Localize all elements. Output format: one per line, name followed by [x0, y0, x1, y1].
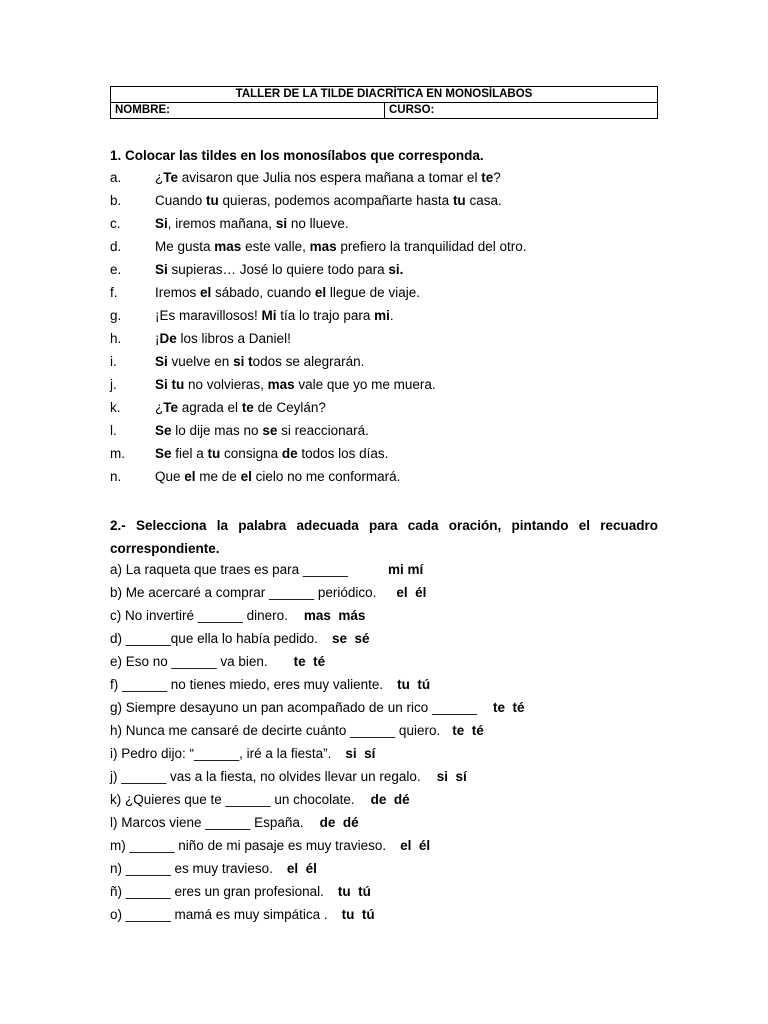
- item-sentence: ¡Es maravillosos! Mi tía lo trajo para mi.: [155, 308, 394, 323]
- exercise2-item: [110, 790, 658, 810]
- exercise2-item: [110, 560, 658, 580]
- item-sentence: ¿Te avisaron que Julia nos espera mañana a tomar el te?: [155, 170, 501, 185]
- item-label: a.: [110, 170, 122, 185]
- item-sentence: Si supieras… José lo quiere todo para si.: [155, 262, 404, 277]
- item-sentence: a) La raqueta que traes es para ______: [110, 562, 348, 577]
- exercise1-item: [110, 283, 658, 303]
- item-sentence: b) Me acercaré a comprar ______ periódico.: [110, 585, 377, 600]
- answer-options[interactable]: el él: [286, 861, 317, 876]
- exercise1-item: [110, 191, 658, 211]
- exercise1-item: [110, 421, 658, 441]
- item-sentence: f) ______ no tienes miedo, eres muy valiente.: [110, 677, 384, 692]
- answer-options[interactable]: tu tú: [397, 677, 431, 692]
- exercise2-item: [110, 652, 658, 672]
- item-sentence: g) Siempre desayuno un pan acompañado de un rico ______: [110, 700, 478, 715]
- item-label: d.: [110, 239, 122, 254]
- exercise1-item: [110, 329, 658, 349]
- item-sentence: Si, iremos mañana, si no llueve.: [155, 216, 349, 231]
- answer-options[interactable]: mi mí: [387, 562, 424, 577]
- name-field: NOMBRE:: [111, 103, 385, 119]
- answer-options[interactable]: te té: [493, 700, 525, 715]
- exercise1-item: [110, 237, 658, 257]
- item-label: g.: [110, 308, 122, 323]
- exercise2-item: [110, 606, 658, 626]
- item-sentence: Si vuelve en si todos se alegrarán.: [155, 354, 365, 369]
- exercise2-item: [110, 698, 658, 718]
- item-label: e.: [110, 262, 122, 277]
- item-sentence: n) ______ es muy travieso.: [110, 861, 273, 876]
- item-label: c.: [110, 216, 121, 231]
- answer-options[interactable]: si sí: [436, 769, 467, 784]
- item-sentence: m) ______ niño de mi pasaje es muy travieso.: [110, 838, 387, 853]
- item-label: b.: [110, 193, 122, 208]
- exercise2-item: [110, 721, 658, 741]
- exercise2-item: [110, 767, 658, 787]
- header-table: [110, 86, 658, 119]
- exercise2-item: [110, 583, 658, 603]
- exercise2-item: [110, 882, 658, 902]
- answer-options[interactable]: de dé: [319, 815, 359, 830]
- exercise1-item: [110, 352, 658, 372]
- exercise1-item: [110, 398, 658, 418]
- item-label: l.: [110, 423, 117, 438]
- exercise2-item: [110, 836, 658, 856]
- item-sentence: ¡De los libros a Daniel!: [155, 331, 291, 346]
- answer-options[interactable]: tu tú: [337, 884, 371, 899]
- item-sentence: d) ______que ella lo había pedido.: [110, 631, 318, 646]
- item-sentence: Si tu no volvieras, mas vale que yo me muera.: [155, 377, 436, 392]
- exercise2-item: [110, 744, 658, 764]
- item-sentence: l) Marcos viene ______ España.: [110, 815, 304, 830]
- section2-title-line2: correspondiente.: [110, 541, 220, 556]
- exercise1-item: [110, 306, 658, 326]
- answer-options[interactable]: te té: [293, 654, 326, 669]
- item-label: j.: [110, 377, 117, 392]
- section2-title-line1: 2.- Selecciona la palabra adecuada para cada oración, pintando el recuadro: [110, 518, 658, 533]
- exercise1-item: [110, 375, 658, 395]
- item-sentence: k) ¿Quieres que te ______ un chocolate.: [110, 792, 355, 807]
- item-sentence: h) Nunca me cansaré de decirte cuánto ______ quiero.: [110, 723, 441, 738]
- answer-options[interactable]: se sé: [331, 631, 370, 646]
- item-sentence: Que el me de el cielo no me conformará.: [155, 469, 401, 484]
- answer-options[interactable]: mas más: [303, 608, 366, 623]
- answer-options[interactable]: de dé: [370, 792, 410, 807]
- item-sentence: ¿Te agrada el te de Ceylán?: [155, 400, 326, 415]
- section1-title: 1. Colocar las tildes en los monosílabos que corresponda.: [110, 148, 484, 163]
- answer-options[interactable]: el él: [396, 585, 427, 600]
- exercise1-item: [110, 444, 658, 464]
- item-sentence: o) ______ mamá es muy simpática .: [110, 907, 328, 922]
- item-sentence: Me gusta mas este valle, mas prefiero la tranquilidad del otro.: [155, 239, 527, 254]
- course-field: CURSO:: [385, 103, 658, 119]
- answer-options[interactable]: tu tú: [341, 907, 375, 922]
- exercise2-item: [110, 859, 658, 879]
- item-sentence: Iremos el sábado, cuando el llegue de viaje.: [155, 285, 420, 300]
- item-sentence: i) Pedro dijo: “______, iré a la fiesta”.: [110, 746, 332, 761]
- item-sentence: j) ______ vas a la fiesta, no olvides llevar un regalo.: [110, 769, 421, 784]
- item-label: k.: [110, 400, 121, 415]
- item-label: m.: [110, 446, 125, 461]
- exercise2-item: [110, 813, 658, 833]
- exercise1-item: [110, 467, 658, 487]
- answer-options[interactable]: te té: [452, 723, 484, 738]
- item-label: i.: [110, 354, 117, 369]
- exercise1-item: [110, 214, 658, 234]
- item-label: f.: [110, 285, 118, 300]
- answer-options[interactable]: el él: [400, 838, 431, 853]
- item-sentence: Se fiel a tu consigna de todos los días.: [155, 446, 389, 461]
- worksheet-title: TALLER DE LA TILDE DIACRÍTICA EN MONOSÍLABOS: [111, 87, 658, 103]
- exercise2-item: [110, 675, 658, 695]
- answer-options[interactable]: si sí: [345, 746, 376, 761]
- item-sentence: ñ) ______ eres un gran profesional.: [110, 884, 324, 899]
- item-label: n.: [110, 469, 122, 484]
- item-sentence: Se lo dije mas no se si reaccionará.: [155, 423, 369, 438]
- item-sentence: e) Eso no ______ va bien.: [110, 654, 268, 669]
- item-sentence: c) No invertiré ______ dinero.: [110, 608, 288, 623]
- item-sentence: Cuando tu quieras, podemos acompañarte hasta tu casa.: [155, 193, 502, 208]
- exercise1-item: [110, 168, 658, 188]
- exercise1-item: [110, 260, 658, 280]
- item-label: h.: [110, 331, 122, 346]
- exercise2-item: [110, 629, 658, 649]
- exercise2-item: [110, 905, 658, 925]
